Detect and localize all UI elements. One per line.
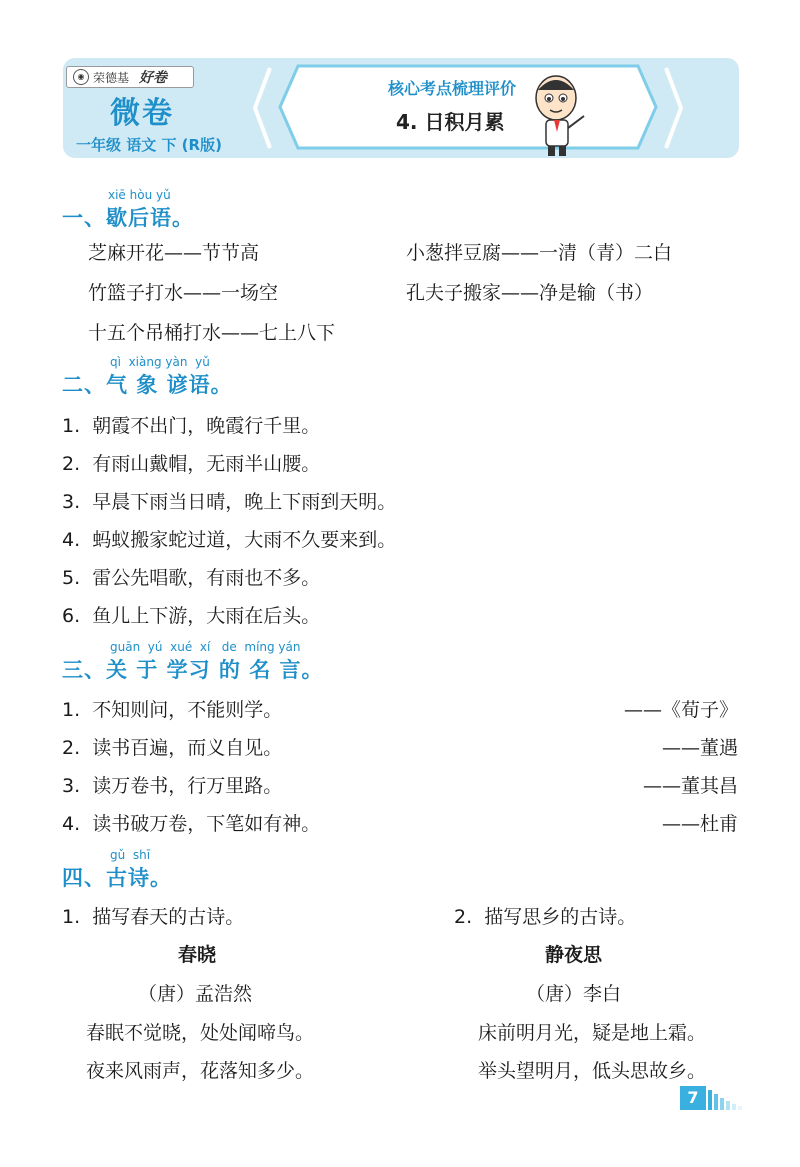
list-item xyxy=(62,487,396,514)
item-number: 2. xyxy=(454,906,473,928)
item-number: 4. xyxy=(62,529,81,551)
item-number: 1. xyxy=(62,906,81,928)
list-item xyxy=(62,601,320,628)
item-number: 4. xyxy=(62,813,81,835)
brand-tag xyxy=(66,66,194,88)
item-number: 6. xyxy=(62,605,81,627)
book-subtitle: 一年级 语文 下 (R版) xyxy=(76,136,222,154)
quote-item xyxy=(62,695,282,722)
item-number: 3. xyxy=(62,775,81,797)
list-item xyxy=(62,411,320,438)
item-text: 早晨下雨当日晴，晚上下雨到天明。 xyxy=(92,491,397,513)
item-text: 朝霞不出门，晚霞行千里。 xyxy=(92,415,321,437)
item-number: 1. xyxy=(62,415,81,437)
book-title: 微卷 xyxy=(110,96,174,131)
poem1-line: 春眠不觉晓，处处闻啼鸟。 xyxy=(86,1022,315,1044)
item-text: 有雨山戴帽，无雨半山腰。 xyxy=(92,453,321,475)
proverb-item: 竹篮子打水——一场空 xyxy=(88,282,279,304)
poem-label-text: 描写春天的古诗。 xyxy=(92,906,245,928)
brand-hao: 好卷 xyxy=(139,70,168,86)
section4-pinyin: gǔ shī xyxy=(110,848,151,862)
item-text: 蚂蚁搬家蛇过道，大雨不久要来到。 xyxy=(92,529,397,551)
poem2-label xyxy=(454,902,636,929)
topic-title: 4. 日积月累 xyxy=(396,110,505,134)
item-text: 雷公先唱歌，有雨也不多。 xyxy=(92,567,321,589)
page-bars-icon xyxy=(708,1090,744,1110)
item-number: 2. xyxy=(62,737,81,759)
section2-pinyin: qì xiàng yàn yǔ xyxy=(110,355,210,369)
item-number: 2. xyxy=(62,453,81,475)
poem1-title: 春晓 xyxy=(178,944,217,966)
item-number: 3. xyxy=(62,491,81,513)
poem1-author: （唐）孟浩然 xyxy=(138,983,253,1005)
proverb-item: 芝麻开花——节节高 xyxy=(88,242,260,264)
quote-source: ——董遇 xyxy=(661,737,738,759)
list-item xyxy=(62,525,396,552)
quote-text: 读书破万卷，下笔如有神。 xyxy=(92,813,321,835)
poem1-line: 夜来风雨声，花落知多少。 xyxy=(86,1060,315,1082)
proverb-item: 十五个吊桶打水——七上八下 xyxy=(88,322,336,344)
publisher-logo-icon: ◉ xyxy=(73,69,89,85)
item-number: 5. xyxy=(62,567,81,589)
quote-item xyxy=(62,771,282,798)
quote-source: ——董其昌 xyxy=(642,775,738,797)
section2-title: 二、气 象 谚语。 xyxy=(62,373,233,397)
section4-title: 四、古诗。 xyxy=(62,866,172,890)
quote-text: 不知则问，不能则学。 xyxy=(92,699,283,721)
quote-item xyxy=(62,733,282,760)
quote-source: ——《荀子》 xyxy=(623,699,738,721)
list-item xyxy=(62,449,320,476)
poem2-line: 举头望明月，低头思故乡。 xyxy=(478,1060,707,1082)
proverb-item: 小葱拌豆腐——一清（青）二白 xyxy=(406,242,673,264)
poem2-author: （唐）李白 xyxy=(526,983,622,1005)
poem2-line: 床前明月光，疑是地上霜。 xyxy=(478,1022,707,1044)
quote-source: ——杜甫 xyxy=(661,813,738,835)
topic-kicker: 核心考点梳理评价 xyxy=(388,79,517,98)
section3-pinyin: guān yú xué xí de míng yán xyxy=(110,640,301,654)
section1-pinyin: xiē hòu yǔ xyxy=(108,188,171,202)
item-number: 1. xyxy=(62,699,81,721)
mascot-teacher-icon xyxy=(530,72,586,158)
poem-label-text: 描写思乡的古诗。 xyxy=(484,906,637,928)
proverb-item: 孔夫子搬家——净是输（书） xyxy=(406,282,654,304)
list-item xyxy=(62,563,320,590)
page-number: 7 xyxy=(680,1086,706,1110)
section3-title: 三、关 于 学习 的 名 言。 xyxy=(62,658,324,682)
item-text: 鱼儿上下游，大雨在后头。 xyxy=(92,605,321,627)
poem1-label xyxy=(62,902,244,929)
quote-item xyxy=(62,809,320,836)
quote-text: 读书百遍，而义自见。 xyxy=(92,737,283,759)
brand-name: 荣德基 xyxy=(93,70,130,85)
left-chevron-icon xyxy=(252,64,272,152)
right-chevron-icon xyxy=(664,64,684,152)
quote-text: 读万卷书，行万里路。 xyxy=(92,775,283,797)
poem2-title: 静夜思 xyxy=(545,944,603,966)
section1-title: 一、歇后语。 xyxy=(62,206,194,230)
